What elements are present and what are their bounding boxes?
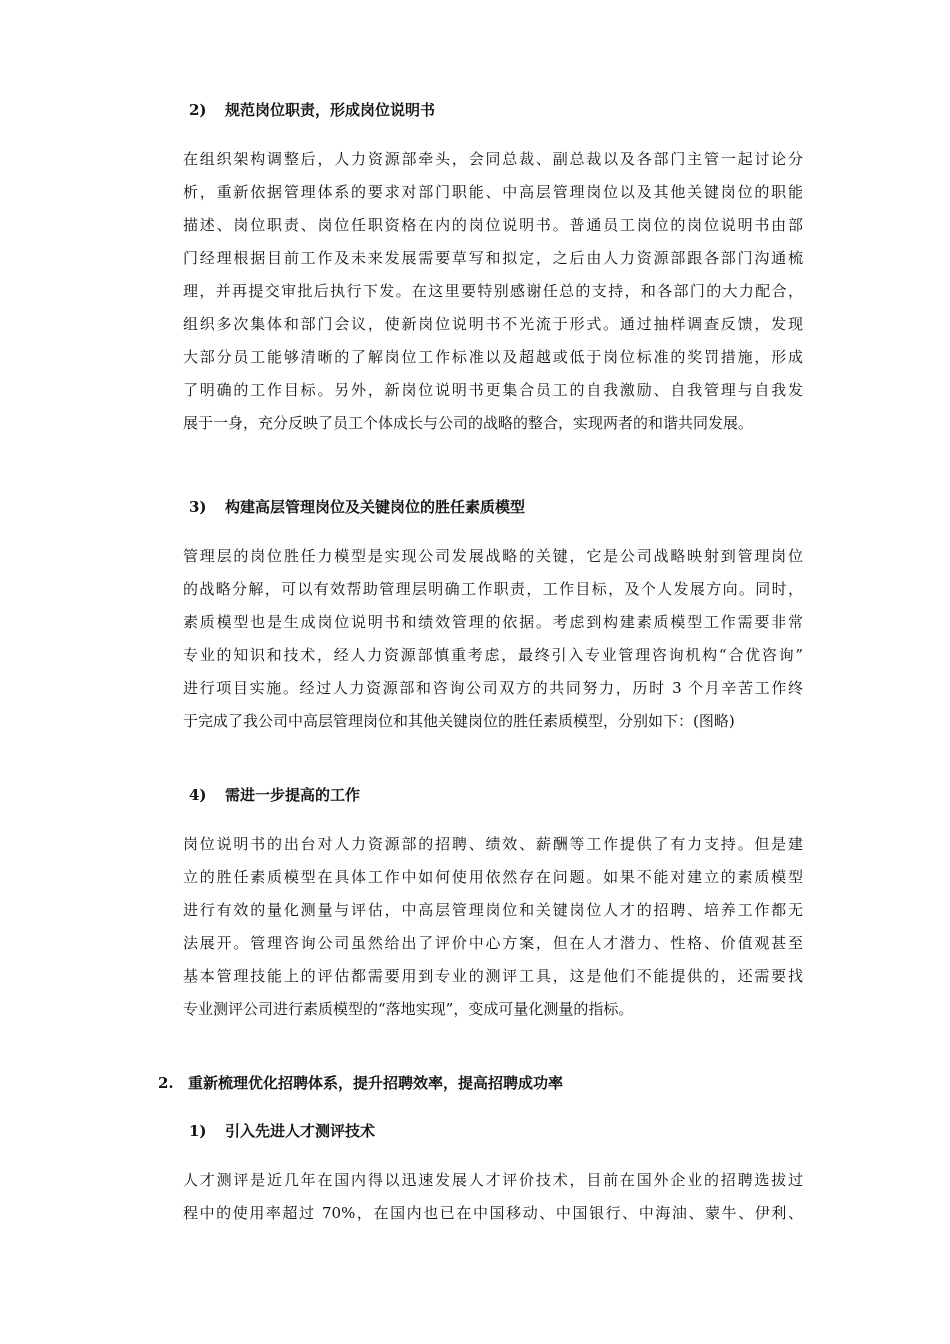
paragraph-line: 程中的使用率超过 70%，在国内也已在中国移动、中国银行、中海油、蒙牛、伊利、 <box>183 1204 803 1222</box>
section-number: 1) <box>189 1122 207 1140</box>
paragraph-line: 理，并再提交审批后执行下发。在这里要特别感谢任总的支持，和各部门的大力配合， <box>183 282 803 300</box>
paragraph-line: 在组织架构调整后，人力资源部牵头，会同总裁、副总裁以及各部门主管一起讨论分 <box>183 150 803 168</box>
paragraph-line: 素质模型也是生成岗位说明书和绩效管理的依据。考虑到构建素质模型工作需要非常 <box>183 613 803 631</box>
section-heading <box>189 497 525 517</box>
section-heading <box>189 100 435 120</box>
section-number: 2) <box>189 101 207 119</box>
paragraph-line: 基本管理技能上的评估都需要用到专业的测评工具，这是他们不能提供的，还需要找 <box>183 967 803 985</box>
section-number: 3) <box>189 498 207 516</box>
paragraph-line: 的战略分解，可以有效帮助管理层明确工作职责，工作目标，及个人发展方向。同时， <box>183 580 803 598</box>
paragraph-line: 管理层的岗位胜任力模型是实现公司发展战略的关键，它是公司战略映射到管理岗位 <box>183 547 803 565</box>
section-title: 引入先进人才测评技术 <box>225 1122 376 1140</box>
chapter-number: 2. <box>158 1074 174 1092</box>
chapter-heading <box>158 1073 563 1093</box>
paragraph-line: 展于一身，充分反映了员工个体成长与公司的战略的整合，实现两者的和谐共同发展。 <box>183 414 754 432</box>
paragraph-line: 立的胜任素质模型在具体工作中如何使用依然存在问题。如果不能对建立的素质模型 <box>183 868 803 886</box>
paragraph-line: 人才测评是近几年在国内得以迅速发展人才评价技术，目前在国外企业的招聘选拔过 <box>183 1171 803 1189</box>
paragraph-line: 专业测评公司进行素质模型的“落地实现”，变成可量化测量的指标。 <box>183 1000 634 1018</box>
section-heading <box>189 1121 375 1141</box>
paragraph-line: 析，重新依据管理体系的要求对部门职能、中高层管理岗位以及其他关键岗位的职能 <box>183 183 803 201</box>
paragraph-line: 法展开。管理咨询公司虽然给出了评价中心方案，但在人才潜力、性格、价值观甚至 <box>183 934 803 952</box>
paragraph-line: 进行项目实施。经过人力资源部和咨询公司双方的共同努力，历时 3 个月辛苦工作终 <box>183 679 803 697</box>
paragraph <box>183 540 803 738</box>
section-title: 构建高层管理岗位及关键岗位的胜任素质模型 <box>225 498 526 516</box>
paragraph-line: 组织多次集体和部门会议，使新岗位说明书不光流于形式。通过抽样调查反馈，发现 <box>183 315 803 333</box>
chapter-title: 重新梳理优化招聘体系，提升招聘效率，提高招聘成功率 <box>188 1074 564 1092</box>
section-title: 需进一步提高的工作 <box>225 786 361 804</box>
paragraph-line: 门经理根据目前工作及未来发展需要草写和拟定，之后由人力资源部跟各部门沟通梳 <box>183 249 803 267</box>
section-heading <box>189 785 360 805</box>
paragraph-line: 进行有效的量化测量与评估，中高层管理岗位和关键岗位人才的招聘、培养工作都无 <box>183 901 803 919</box>
paragraph-line: 了明确的工作目标。另外，新岗位说明书更集合员工的自我激励、自我管理与自我发 <box>183 381 803 399</box>
section-number: 4) <box>189 786 207 804</box>
section-title: 规范岗位职责，形成岗位说明书 <box>225 101 436 119</box>
paragraph <box>183 143 803 440</box>
paragraph <box>183 828 803 1026</box>
paragraph-line: 大部分员工能够清晰的了解岗位工作标准以及超越或低于岗位标准的奖罚措施，形成 <box>183 348 803 366</box>
paragraph <box>183 1164 803 1230</box>
paragraph-line: 岗位说明书的出台对人力资源部的招聘、绩效、薪酬等工作提供了有力支持。但是建 <box>183 835 803 853</box>
paragraph-line: 于完成了我公司中高层管理岗位和其他关键岗位的胜任素质模型，分别如下：(图略) <box>183 712 735 730</box>
paragraph-line: 描述、岗位职责、岗位任职资格在内的岗位说明书。普通员工岗位的岗位说明书由部 <box>183 216 803 234</box>
paragraph-line: 专业的知识和技术，经人力资源部慎重考虑，最终引入专业管理咨询机构“合优咨询” <box>183 646 803 664</box>
